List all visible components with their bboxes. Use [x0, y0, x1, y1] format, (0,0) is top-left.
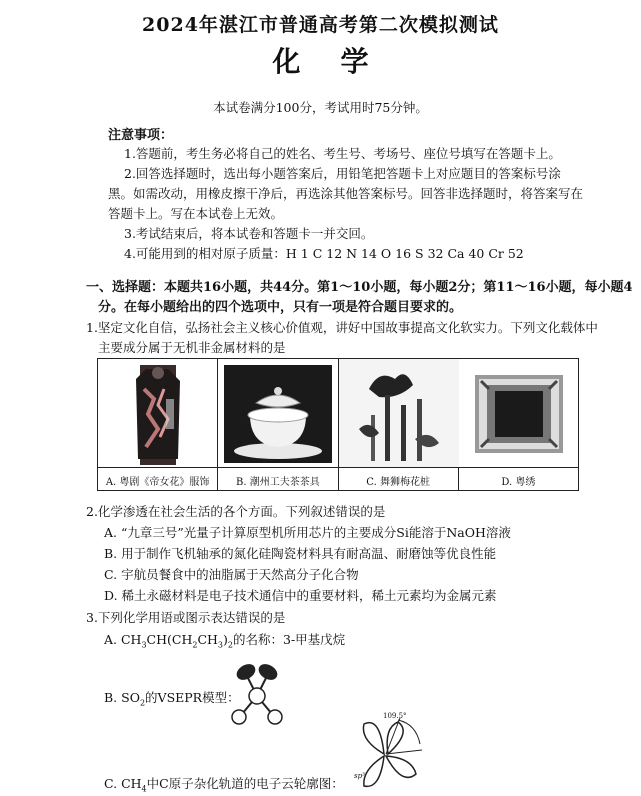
q1-option-c-image	[339, 359, 458, 468]
q1-option-c-caption: C. 舞狮梅花桩	[366, 477, 430, 488]
q1-option-d-caption: D. 粤绣	[501, 477, 536, 488]
q1-option-b-image	[218, 359, 337, 468]
q1-option-b-cell	[218, 359, 338, 490]
section-1-line-2: 分。在每小题给出的四个选项中，只有一项是符合题目要求的。	[98, 300, 463, 315]
exam-title: 2024年湛江市普通高考第二次模拟测试	[142, 14, 499, 36]
q1-option-d-image	[459, 359, 578, 468]
note-item-2-line-1: 2.回答选择题时，选出每小题答案后，用铅笔把答题卡上对应题目的答案标号涂	[124, 166, 561, 181]
note-item-2-line-2: 黑。如需改动，用橡皮擦干净后，再选涂其他答案标号。回答非选择题时，将答案写在	[108, 186, 584, 201]
note-item-4: 4.可能用到的相对原子质量：H 1 C 12 N 14 O 16 S 32 Ca 40 Cr 52	[124, 246, 524, 261]
q3-option-a: A. $CH_3CH(CH_2CH_3)_2$的名称：3-甲基戊烷	[104, 632, 346, 650]
q2-stem: 2.化学渗透在社会生活的各个方面。下列叙述错误的是	[86, 504, 386, 519]
note-item-2-line-3: 答题卡上。写在本试卷上无效。	[108, 206, 284, 221]
notes-heading: 注意事项：	[108, 128, 174, 143]
score-line: 本试卷满分100分，考试用时75分钟。	[213, 100, 428, 115]
q3-option-b: B. $SO_2$的VSEPR模型：	[104, 690, 240, 708]
q2-option-b: B. 用于制作飞机轴承的氮化硅陶瓷材料具有耐高温、耐磨蚀等优良性能	[104, 546, 497, 561]
sp3-label: sp³	[354, 772, 365, 780]
q1-stem-line-1: 1.坚定文化自信，弘扬社会主义核心价值观，讲好中国故事提高文化软实力。下列文化载体中	[86, 320, 598, 335]
q3-option-c: C. $CH_4$中C原子杂化轨道的电子云轮廓图：	[104, 776, 344, 794]
note-item-1: 1.答题前，考生务必将自己的姓名、考生号、考场号、座位号填写在答题卡上。	[124, 146, 561, 161]
section-1-line-1: 一、选择题：本题共16小题，共44分。第1～10小题，每小题2分；第11～16小题，每小题4	[86, 280, 633, 295]
q2-option-d: D. 稀土永磁材料是电子技术通信中的重要材料，稀土元素均为金属元素	[104, 588, 497, 603]
subject-title: 化学	[272, 45, 409, 78]
q1-option-c-cell	[339, 359, 459, 490]
q1-option-b-caption: B. 潮州工夫茶茶具	[236, 477, 320, 488]
q3-stem: 3.下列化学用语或图示表达错误的是	[86, 610, 286, 625]
q2-option-a: A. “九章三号”光量子计算原型机所用芯片的主要成分Si能溶于NaOH溶液	[104, 525, 511, 540]
q1-stem-line-2: 主要成分属于无机非金属材料的是	[98, 340, 286, 355]
note-item-3: 3.考试结束后，将本试卷和答题卡一并交回。	[124, 226, 374, 241]
q1-option-a-image	[98, 359, 217, 468]
q1-option-a-caption: A. 粤剧《帝女花》服饰	[105, 477, 210, 488]
q1-image-table	[97, 358, 579, 491]
sp3-orbital-diagram	[340, 710, 440, 796]
bond-angle-label: 109.5°	[383, 712, 407, 720]
q2-option-c: C. 宇航员餐食中的油脂属于天然高分子化合物	[104, 567, 359, 582]
q1-option-d-cell	[459, 359, 578, 490]
q1-option-a-cell	[98, 359, 218, 490]
